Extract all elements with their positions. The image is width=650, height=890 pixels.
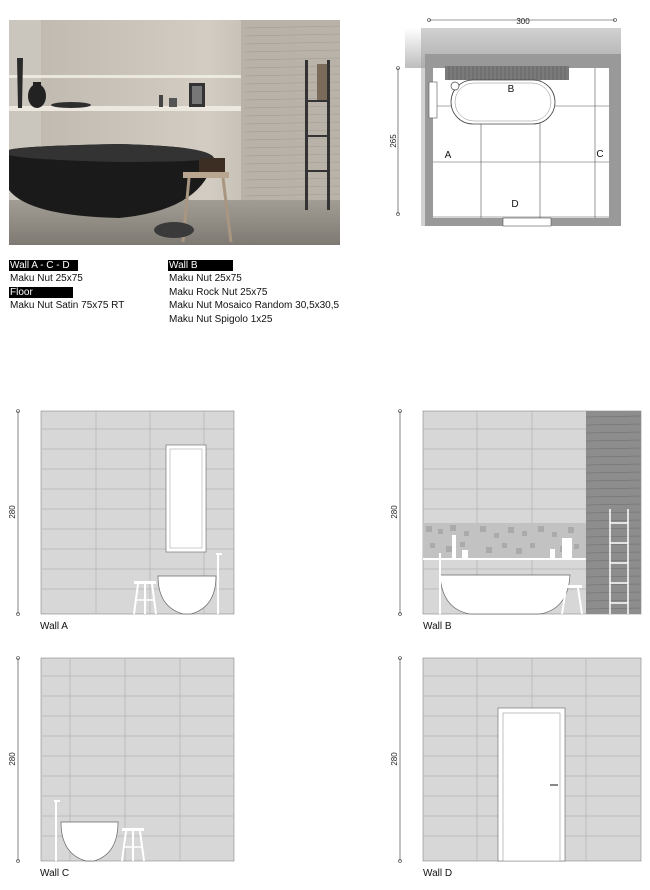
plan-label-a: A <box>444 150 452 161</box>
plan-label-c: C <box>596 149 604 160</box>
spec-heading-walls-acd: Wall A - C - D <box>9 260 78 271</box>
wall-b-elevation <box>390 405 645 620</box>
wall-b-label: Wall B <box>423 621 452 632</box>
wall-c-elevation <box>10 652 250 867</box>
spec-line: Maku Nut Mosaico Random 30,5x30,5 <box>169 300 340 311</box>
wall-d-elevation <box>390 652 645 867</box>
plan-height-dim: 265 <box>389 134 398 148</box>
wall-b-height-dim: 280 <box>390 505 399 519</box>
plan-label-b: B <box>507 84 515 95</box>
wall-d-label: Wall D <box>423 868 453 879</box>
spec-line: Maku Nut 25x75 <box>10 273 83 284</box>
spec-line: Maku Rock Nut 25x75 <box>169 287 268 298</box>
wall-c-label: Wall C <box>40 868 70 879</box>
spec-line: Maku Nut Satin 75x75 RT <box>10 300 125 311</box>
floor-plan <box>385 14 625 234</box>
wall-a-label: Wall A <box>40 621 68 632</box>
bathroom-photo <box>9 20 340 245</box>
plan-label-d: D <box>511 199 519 210</box>
spec-heading-floor: Floor <box>9 287 73 298</box>
spec-line: Maku Nut 25x75 <box>169 273 242 284</box>
spec-heading-wall-b: Wall B <box>168 260 233 271</box>
wall-a-elevation <box>10 405 250 620</box>
plan-width-dim: 300 <box>516 17 530 26</box>
wall-c-height-dim: 280 <box>8 752 17 766</box>
wall-d-height-dim: 280 <box>390 752 399 766</box>
spec-line: Maku Nut Spigolo 1x25 <box>169 314 273 325</box>
wall-a-height-dim: 280 <box>8 505 17 519</box>
